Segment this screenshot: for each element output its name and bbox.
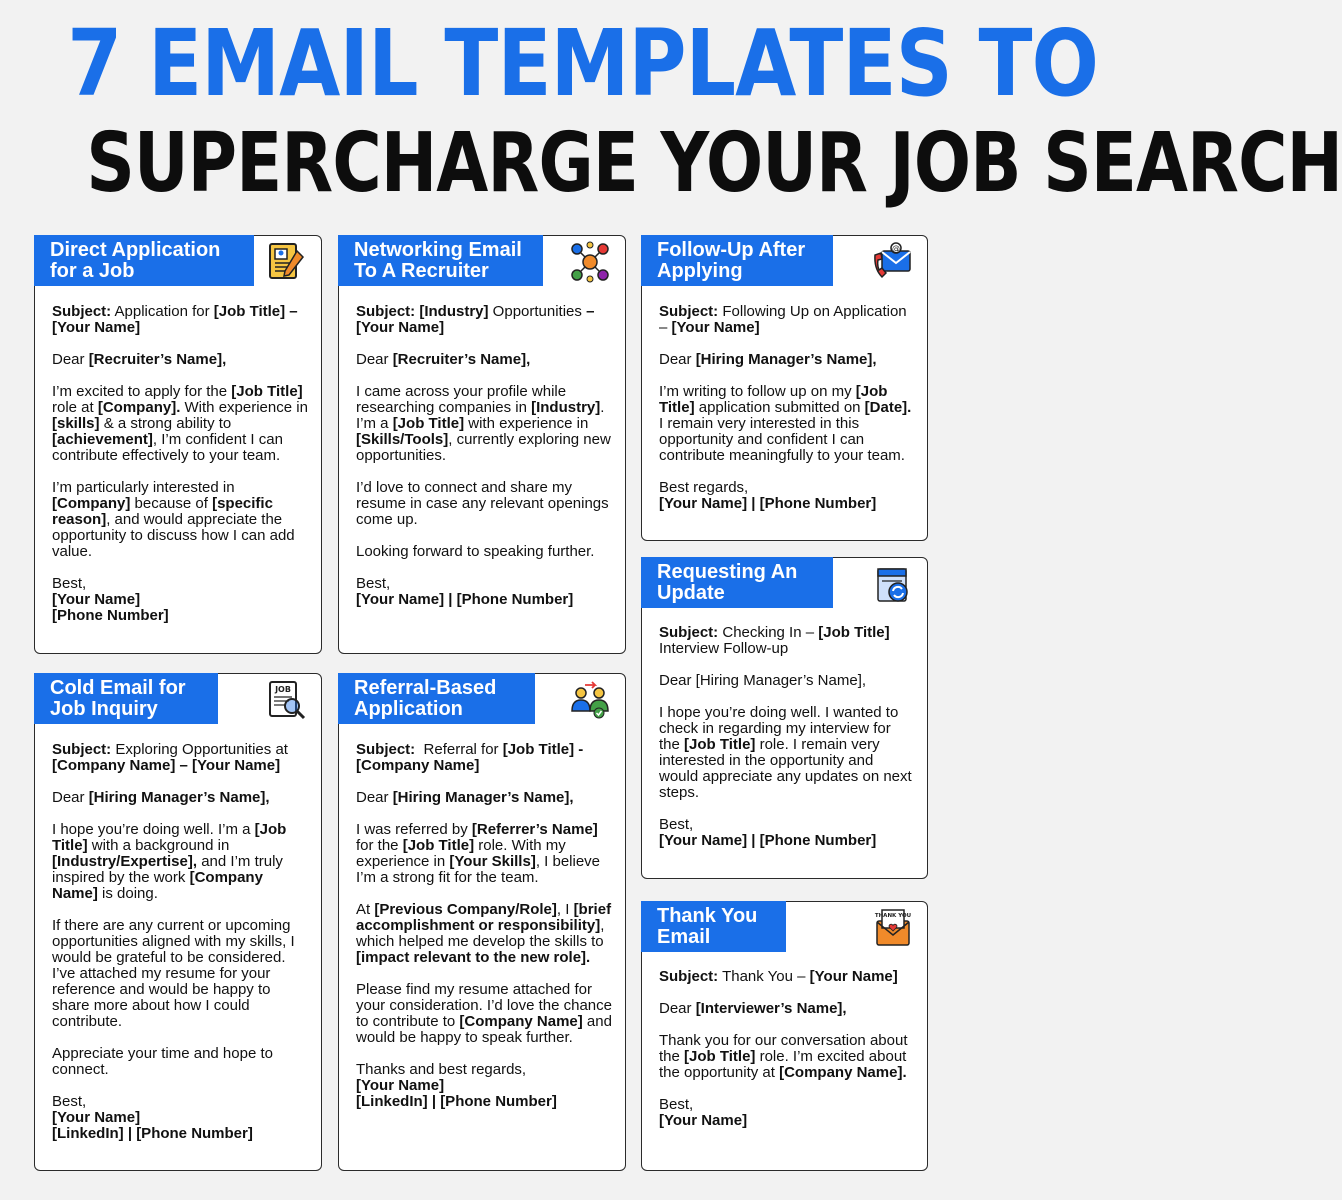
card-direct-application — [34, 235, 322, 654]
email-greeting: Dear [Hiring Manager’s Name], — [659, 672, 867, 689]
network-people-icon — [569, 241, 611, 283]
referral-people-icon — [569, 679, 611, 721]
email-paragraph: Please find my resume attached for your consideration. I’d love the chance to contribute to [Company Name] and would be happy to speak further. — [356, 981, 612, 1046]
card-header: Cold Email for Job Inquiry — [34, 673, 218, 724]
card-body — [659, 304, 915, 528]
email-paragraph: I hope you’re doing well. I’m a [Job Title] with a background in [Industry/Expertise], and I’m truly inspired by the work [Company Name] is doing. — [52, 821, 287, 902]
card-header: Referral-Based Application — [338, 673, 535, 724]
card-body — [659, 625, 915, 865]
email-paragraph: I’m writing to follow up on my [Job Title] application submitted on [Date]. I remain very interested in this opportunity and confident I can contribute meaningfully to your team. — [659, 383, 912, 464]
svg-text:@: @ — [892, 244, 900, 253]
svg-text:THANK YOU: THANK YOU — [874, 913, 912, 919]
card-header: Thank You Email — [641, 901, 786, 952]
email-signoff: Best regards, [Your Name] | [Phone Number] — [659, 479, 877, 512]
email-subject: Subject: Thank You – [Your Name] — [659, 968, 898, 985]
card-header: Requesting An Update — [641, 557, 833, 608]
email-greeting: Dear [Recruiter’s Name], — [52, 351, 227, 368]
email-paragraph: I’m excited to apply for the [Job Title] role at [Company]. With experience in [skills] & a strong ability to [achievement], I’m confident I can contribute effectively to your team. — [52, 383, 308, 464]
email-greeting: Dear [Hiring Manager’s Name], — [52, 789, 270, 806]
email-subject: Subject: Referral for [Job Title] - [Company Name] — [356, 741, 584, 774]
email-paragraph: Looking forward to speaking further. — [356, 543, 595, 560]
card-body — [356, 304, 613, 624]
card-cold-email — [34, 673, 322, 1171]
email-paragraph: If there are any current or upcoming opportunities aligned with my skills, I would be grateful to be considered. I’ve attached my resume for your reference and would be happy to share more about how I could contribute. — [52, 917, 295, 1030]
svg-text:JOB: JOB — [275, 685, 291, 694]
email-subject: Subject: Following Up on Application – [Your Name] — [659, 303, 907, 336]
card-body — [52, 742, 309, 1158]
email-paragraph: I’d love to connect and share my resume in case any relevant openings come up. — [356, 479, 609, 528]
card-header: Direct Application for a Job — [34, 235, 254, 286]
card-requesting-update — [641, 557, 928, 879]
email-paragraph: I came across your profile while researching companies in [Industry]. I’m a [Job Title] with experience in [Skills/Tools], currently exploring new opportunities. — [356, 383, 611, 464]
card-header: Networking Email To A Recruiter — [338, 235, 543, 286]
email-paragraph: Thank you for our conversation about the [Job Title] role. I’m excited about the opportunity at [Company Name]. — [659, 1032, 908, 1081]
thank-you-envelope-icon — [872, 907, 914, 949]
email-subject: Subject: Application for [Job Title] – [Your Name] — [52, 303, 298, 336]
email-signoff: Thanks and best regards, [Your Name] [LinkedIn] | [Phone Number] — [356, 1061, 557, 1110]
email-signoff: Best, [Your Name] — [659, 1096, 748, 1129]
email-phone-icon — [872, 241, 914, 283]
email-subject: Subject: Exploring Opportunities at [Company Name] – [Your Name] — [52, 741, 288, 774]
card-thank-you — [641, 901, 928, 1171]
card-body — [659, 969, 915, 1145]
email-paragraph: I’m particularly interested in [Company] because of [specific reason], and would appreciate the opportunity to discuss how I can add value. — [52, 479, 295, 560]
email-paragraph: Appreciate your time and hope to connect. — [52, 1045, 273, 1078]
email-signoff: Best, [Your Name] [Phone Number] — [52, 575, 169, 624]
card-body — [52, 304, 309, 640]
card-body — [356, 742, 613, 1126]
card-referral-based — [338, 673, 626, 1171]
card-networking-email — [338, 235, 626, 654]
email-subject: Subject: [Industry] Opportunities – [Your Name] — [356, 303, 595, 336]
card-follow-up — [641, 235, 928, 541]
email-signoff: Best, [Your Name] [LinkedIn] | [Phone Number] — [52, 1093, 253, 1142]
email-paragraph: I was referred by [Referrer’s Name] for the [Job Title] role. With my experience in [Your Skills], I believe I’m a strong fit for the team. — [356, 821, 601, 886]
email-signoff: Best, [Your Name] | [Phone Number] — [356, 575, 574, 608]
refresh-document-icon — [872, 563, 914, 605]
email-paragraph: I hope you’re doing well. I wanted to check in regarding my interview for the [Job Title] role. I remain very interested in the opportunity and would appreciate any updates on next steps. — [659, 704, 912, 801]
title-line-2: SUPERCHARGE YOUR JOB SEARCH — [86, 116, 1342, 211]
email-greeting: Dear [Hiring Manager’s Name], — [659, 351, 877, 368]
resume-document-icon — [265, 241, 307, 283]
email-subject: Subject: Checking In – [Job Title] Interview Follow-up — [659, 624, 890, 657]
card-header: Follow-Up After Applying — [641, 235, 833, 286]
job-search-icon — [265, 679, 307, 721]
title-line-1: 7 EMAIL TEMPLATES TO — [67, 10, 1099, 117]
email-greeting: Dear [Hiring Manager’s Name], — [356, 789, 574, 806]
email-signoff: Best, [Your Name] | [Phone Number] — [659, 816, 877, 849]
email-greeting: Dear [Interviewer’s Name], — [659, 1000, 847, 1017]
email-greeting: Dear [Recruiter’s Name], — [356, 351, 531, 368]
email-paragraph: At [Previous Company/Role], I [brief accomplishment or responsibility], which helped me develop the skills to [impact relevant to the new role]. — [356, 901, 612, 966]
